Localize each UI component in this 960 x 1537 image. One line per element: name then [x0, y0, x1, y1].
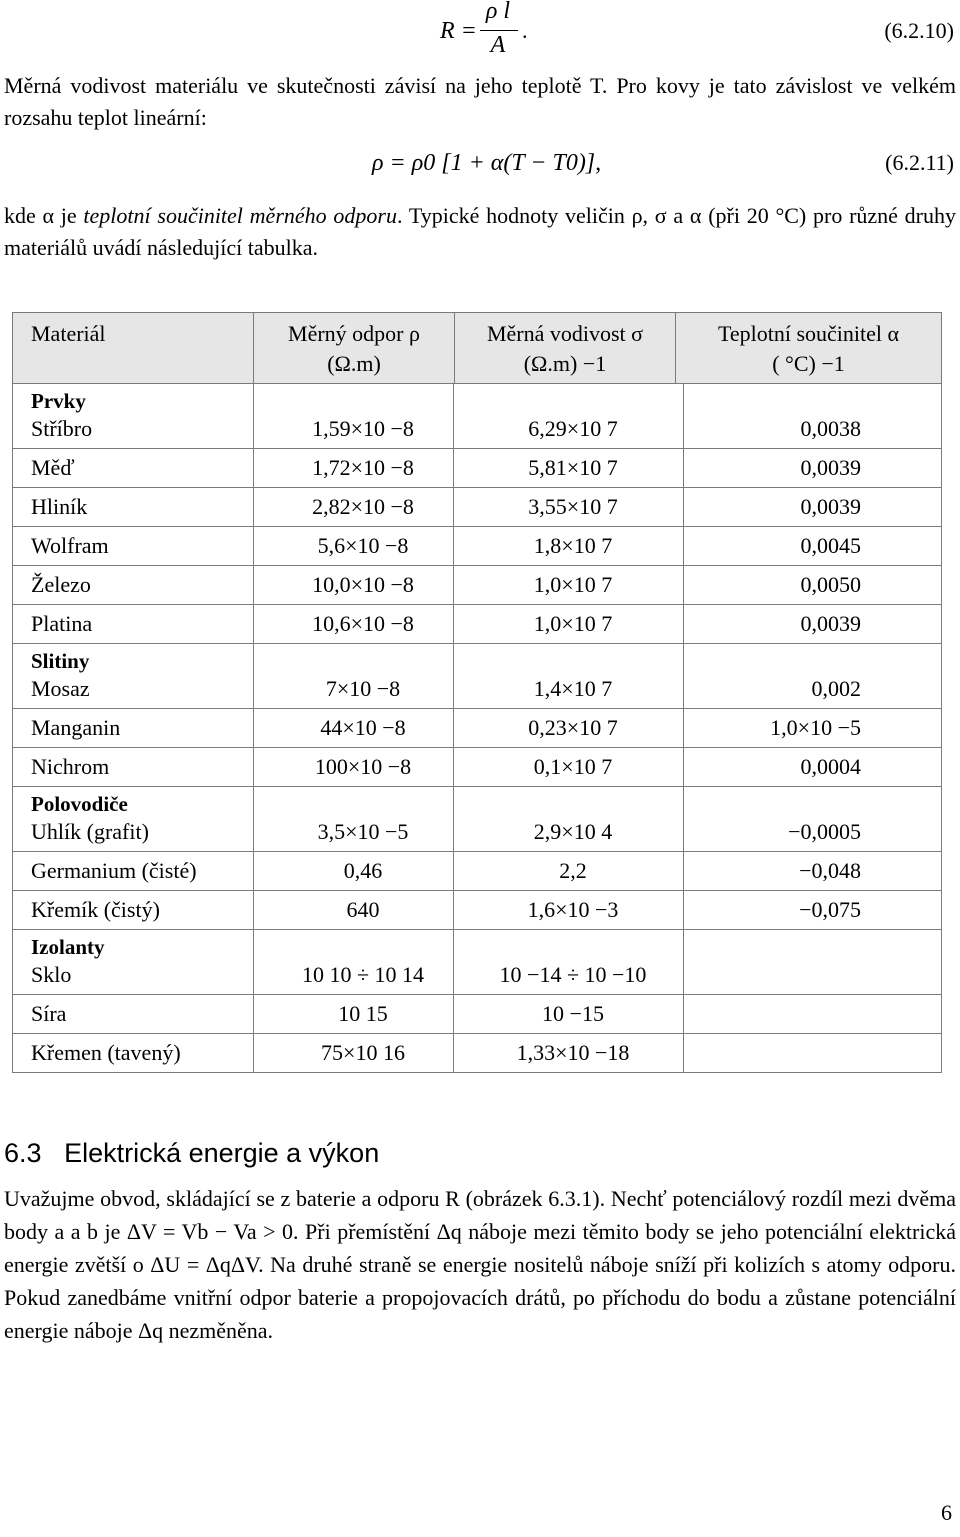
page-number: 6	[941, 1500, 952, 1525]
material-cell: Stříbro	[31, 416, 93, 441]
table-body	[13, 384, 942, 1074]
material-cell: Wolfram	[31, 533, 109, 558]
table-group	[13, 644, 941, 787]
conductivity-cell: 10 −14 ÷ 10 −10	[499, 962, 647, 987]
material-cell: Platina	[31, 611, 93, 636]
material-cell: Železo	[31, 572, 91, 597]
conductivity-cell: 1,6×10 −3	[527, 897, 619, 922]
equation-number: (6.2.10)	[884, 18, 954, 43]
materials-table	[12, 312, 942, 1073]
material-cell: Nichrom	[31, 754, 110, 779]
conductivity-cell: 0,1×10 7	[533, 754, 613, 779]
equation-2-number: (6.2.11)	[885, 150, 954, 175]
material-cell: Měď	[31, 455, 75, 480]
resistivity-cell: 0,46	[343, 858, 383, 883]
conductivity-cell: 1,0×10 7	[533, 611, 613, 636]
table-group	[13, 384, 941, 644]
table-row	[13, 566, 941, 605]
paragraph-1: Měrná vodivost materiálu ve skutečnosti závisí na jeho teplotě T. Pro kovy je tato závislost ve velkém rozsahu teplot lineární:	[4, 73, 956, 130]
temp-coefficient-cell: 0,0004	[800, 754, 861, 779]
table-row	[13, 709, 941, 748]
table-row	[13, 449, 941, 488]
equation-numerator: ρ l	[485, 0, 511, 24]
paragraph-2	[4, 200, 956, 264]
equation-denominator: A	[490, 32, 506, 58]
table-row	[13, 488, 941, 527]
temp-coefficient-cell: 0,0039	[800, 494, 861, 519]
section-heading	[4, 1138, 379, 1169]
table-row	[13, 605, 941, 643]
resistivity-cell: 1,59×10 −8	[312, 416, 414, 441]
material-cell: Germanium (čisté)	[31, 858, 197, 883]
table-group	[13, 930, 941, 1073]
header-resistivity	[254, 313, 455, 384]
table-body-row	[13, 384, 942, 1074]
material-cell: Sklo	[31, 962, 72, 987]
temp-coefficient-cell: −0,075	[799, 897, 861, 922]
header-conductivity-unit: (Ω.m) −1	[523, 351, 607, 376]
table-row	[13, 1034, 941, 1072]
material-cell: Křemík (čistý)	[31, 897, 160, 922]
header-conductivity-label: Měrná vodivost σ	[486, 321, 644, 346]
conductivity-cell: 1,33×10 −18	[516, 1040, 630, 1065]
paragraph-3: Uvažujme obvod, skládající se z baterie a odporu R (obrázek 6.3.1). Nechť potenciálový rozdíl mezi dvěma body a a b je ΔV = Vb − Va > 0. Při přemístění Δq náboje mezi těmito body se jeho potenciální elektrická energie zvětší o ΔU = ΔqΔV. Na druhé straně se energie nositelů náboje sníží při kolizích s atomy odporu. Pokud zanedbáme vnitřní odpor baterie a propojovacích drátů, po příchodu do bodu a zůstane potenciální energie náboje Δq nezměněna.	[4, 1186, 956, 1343]
equation-dot: .	[522, 18, 528, 43]
paragraph-2-prefix: kde α je	[4, 203, 84, 228]
table-row	[13, 891, 941, 929]
group-heading: Slitiny	[31, 649, 90, 673]
resistivity-cell: 7×10 −8	[325, 676, 401, 701]
column-rule	[453, 384, 454, 1073]
header-material-label: Materiál	[31, 321, 106, 346]
conductivity-cell: 0,23×10 7	[528, 715, 618, 740]
temp-coefficient-cell: −0,048	[799, 858, 861, 883]
temp-coefficient-cell: −0,0005	[788, 819, 861, 844]
resistivity-cell: 10,0×10 −8	[312, 572, 414, 597]
temp-coefficient-cell: 1,0×10 −5	[770, 715, 861, 740]
term-definition: teplotní součinitel měrného odporu	[83, 203, 397, 228]
header-resistivity-label: Měrný odpor ρ	[288, 321, 420, 346]
temp-coefficient-cell: 0,002	[811, 676, 861, 701]
material-cell: Hliník	[31, 494, 88, 519]
resistivity-cell: 100×10 −8	[314, 754, 412, 779]
resistivity-cell: 10,6×10 −8	[312, 611, 414, 636]
header-temp-coefficient-label: Teplotní součinitel α	[717, 321, 900, 346]
conductivity-cell: 10 −15	[542, 1001, 604, 1026]
table-row	[13, 410, 941, 449]
conductivity-cell: 3,55×10 7	[528, 494, 618, 519]
temp-coefficient-cell: 0,0039	[800, 455, 861, 480]
header-temp-coefficient	[676, 313, 942, 384]
section-title: Elektrická energie a výkon	[64, 1138, 380, 1168]
table-body-container	[13, 384, 941, 1073]
resistivity-cell: 75×10 16	[321, 1040, 405, 1065]
section-number: 6.3	[4, 1138, 42, 1168]
paragraph-2-suffix: . Typické hodnoty veličin ρ, σ a α (při 20 °C) pro různé druhy materiálů uvádí následující tabulka.	[4, 203, 957, 260]
table-row	[13, 995, 941, 1034]
material-cell: Uhlík (grafit)	[31, 819, 149, 844]
resistivity-cell: 1,72×10 −8	[312, 455, 414, 480]
header-material	[13, 313, 254, 384]
conductivity-cell: 6,29×10 7	[528, 416, 618, 441]
fraction-bar	[480, 30, 518, 31]
header-conductivity	[455, 313, 676, 384]
resistivity-cell: 10 15	[338, 1001, 388, 1026]
table-row	[13, 852, 941, 891]
table-row	[13, 670, 941, 709]
column-rule	[253, 384, 254, 1073]
header-resistivity-unit: (Ω.m)	[327, 351, 381, 376]
table-row	[13, 956, 941, 995]
equation-lhs: R =	[440, 18, 477, 44]
column-rule	[683, 384, 684, 1073]
conductivity-cell: 5,81×10 7	[528, 455, 618, 480]
table-row	[13, 813, 941, 852]
temp-coefficient-cell: 0,0050	[800, 572, 861, 597]
material-cell: Křemen (tavený)	[31, 1040, 181, 1065]
conductivity-cell: 2,9×10 4	[533, 819, 613, 844]
resistivity-cell: 5,6×10 −8	[317, 533, 409, 558]
table-group	[13, 787, 941, 930]
resistivity-cell: 10 10 ÷ 10 14	[301, 962, 425, 987]
conductivity-cell: 1,0×10 7	[533, 572, 613, 597]
material-cell: Mosaz	[31, 676, 90, 701]
conductivity-cell: 2,2	[559, 858, 587, 883]
table-row	[13, 527, 941, 566]
resistivity-cell: 44×10 −8	[320, 715, 406, 740]
header-temp-coefficient-unit: ( °C) −1	[772, 351, 845, 376]
resistivity-cell: 2,82×10 −8	[312, 494, 414, 519]
table-header-row	[13, 313, 942, 384]
conductivity-cell: 1,4×10 7	[533, 676, 613, 701]
group-heading: Izolanty	[31, 935, 105, 959]
table-row	[13, 748, 941, 786]
conductivity-cell: 1,8×10 7	[533, 533, 613, 558]
material-cell: Manganin	[31, 715, 121, 740]
equation-2: ρ = ρ0 [1 + α(T − T0)],	[372, 150, 602, 176]
group-heading: Polovodiče	[31, 792, 128, 816]
temp-coefficient-cell: 0,0038	[800, 416, 861, 441]
resistivity-cell: 3,5×10 −5	[317, 819, 409, 844]
material-cell: Síra	[31, 1001, 67, 1026]
temp-coefficient-cell: 0,0045	[800, 533, 861, 558]
group-heading: Prvky	[31, 389, 86, 413]
resistivity-cell: 640	[346, 897, 380, 922]
temp-coefficient-cell: 0,0039	[800, 611, 861, 636]
